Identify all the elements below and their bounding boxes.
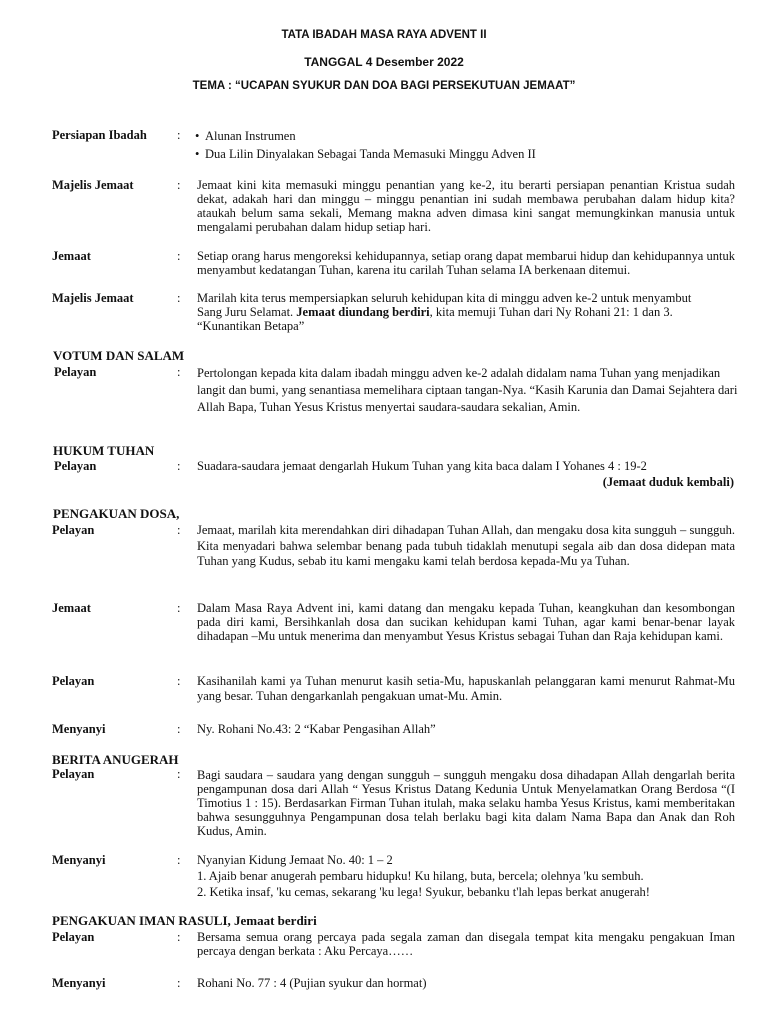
majelis-text: Jemaat kini kita memasuki minggu penantian yang ke-2, itu berarti persiapan penantian Kristua sudah dekat, adakah hari dan minggu – minggu penantian ini sudah membawa perubahan dalam hidup kita? ataukah belum sama sekali, Memang makna adven dimasa kini sangat memungkinkan manusia untuk mengalami perubahan dalam hidup setiap hari. <box>197 178 735 234</box>
pengakuan-jemaat-text: Dalam Masa Raya Advent ini, kami datang dan mengaku kepada Tuhan, keangkuhan dan kesombongan pada diri kami, Bersihkanlah dosa dan sucikan kehidupan kami Tuhan, agar kami benar-benar layak dihadapan –Mu untuk menerima dan menyambut Yesus Kristus sebagai Tuhan dan Raja kehidupan kami. <box>197 601 735 643</box>
menyanyi-label: Menyanyi <box>52 722 106 736</box>
colon: : <box>177 459 181 473</box>
iman-text: Bersama semua orang percaya pada segala zaman dan disegala tempat kita mengaku pengakuan Iman percaya dengan berkata : Aku Percaya…… <box>197 930 735 958</box>
colon: : <box>177 365 181 379</box>
colon: : <box>177 674 181 688</box>
colon: : <box>177 853 181 867</box>
section-pengakuan-iman: PENGAKUAN IMAN RASULI, Jemaat berdiri <box>52 913 317 928</box>
jemaat-label: Jemaat <box>52 249 91 263</box>
colon: : <box>177 291 181 305</box>
menyanyi-text: Rohani No. 77 : 4 (Pujian syukur dan hormat) <box>197 976 427 990</box>
menyanyi-label: Menyanyi <box>52 976 106 990</box>
jemaat-text: Setiap orang harus mengoreksi kehidupannya, setiap orang dapat membarui hidup dan kehidupannya untuk menyambut kedatangan Tuhan, karena itu carilah Tuhan selama IA berkenaan ditemui. <box>197 249 735 277</box>
colon: : <box>177 722 181 736</box>
pelayan-label: Pelayan <box>52 523 95 537</box>
menyanyi-text: Ny. Rohani No.43: 2 “Kabar Pengasihan Allah” <box>197 722 436 736</box>
colon: : <box>177 601 181 615</box>
berita-text: Bagi saudara – saudara yang dengan sungguh – sungguh mengaku dosa dihadapan Allah dengarlah berita pengampunan dosa dari Allah “ Yesus Kristus Datang Kedunia Untuk Menyelamatkan Orang Berdosa “(I Timotius 1 : 15). Berdasarkan Firman Tuhan itulah, maka selaku hamba Yesus Kristus, kami memberitakan bahwa sesungguhnya Pengampunan dosa telah berlaku bagi kita dalam Nama Bapa dan Anak dan Roh Kudus, Amin. <box>197 768 735 838</box>
votum-text: Pertolongan kepada kita dalam ibadah minggu adven ke-2 adalah didalam nama Tuhan yang menjadikan langit dan bumi, yang senantiasa memelihara ciptaan tangan-Nya. “Kasih Karunia dan Damai Sejahtera dari Allah Bapa, Tuhan Yesus Kristus menyertai saudara-saudara sekalian, Amin. <box>197 366 738 414</box>
menyanyi-label: Menyanyi <box>52 853 106 867</box>
jemaat-label: Jemaat <box>52 601 91 615</box>
hukum-text: Suadara-saudara jemaat dengarlah Hukum Tuhan yang kita baca dalam I Yohanes 4 : 19-2 <box>197 459 647 473</box>
song-verse-1: 1. Ajaib benar anugerah pembaru hidupku! Ku hilang, buta, bercela; olehnya 'ku sembuh. <box>197 869 644 883</box>
section-hukum: HUKUM TUHAN <box>53 443 155 458</box>
song-verse-2: 2. Ketika insaf, 'ku cemas, sekarang 'ku lega! Syukur, bebanku t'lah lepas berkat anugerah! <box>197 885 650 899</box>
pelayan-label: Pelayan <box>54 365 97 379</box>
colon: : <box>177 976 181 990</box>
colon: : <box>177 178 181 192</box>
persiapan-item-1: • Alunan Instrumen <box>195 129 296 144</box>
pelayan-label: Pelayan <box>52 767 95 781</box>
colon: : <box>177 249 181 263</box>
persiapan-item-2: • Dua Lilin Dinyalakan Sebagai Tanda Memasuki Minggu Adven II <box>195 147 536 162</box>
section-votum: VOTUM DAN SALAM <box>53 348 185 363</box>
majelis-label-2: Majelis Jemaat <box>52 291 134 305</box>
document-title: TATA IBADAH MASA RAYA ADVENT II <box>281 29 487 41</box>
instruction-bold: Jemaat diundang berdiri <box>296 305 430 319</box>
colon: : <box>177 128 181 142</box>
pelayan-label: Pelayan <box>52 930 95 944</box>
majelis-text-2: Marilah kita terus mempersiapkan seluruh kehidupan kita di minggu adven ke-2 untuk menyambut Sang Juru Selamat. Jemaat diundang berdiri, kita memuji Tuhan dari Ny Rohani 21: 1 dan 3. “Kunantikan Betapa” <box>197 291 692 333</box>
pelayan-label: Pelayan <box>52 674 95 688</box>
section-pengakuan-dosa: PENGAKUAN DOSA, <box>53 506 180 521</box>
section-berita-anugerah: BERITA ANUGERAH <box>52 752 179 767</box>
colon: : <box>177 930 181 944</box>
document-date: TANGGAL 4 Desember 2022 <box>304 55 464 69</box>
instruction-note: (Jemaat duduk kembali) <box>602 475 734 489</box>
pengakuan-pelayan-text: Jemaat, marilah kita merendahkan diri dihadapan Tuhan Allah, dan mengaku dosa kita sungguh – sungguh. Kita menyadari bahwa selembar benang pada tubuh tidaklah menutupi segala aib dan dosa didepan mata Tuhan yang Kudus, sebab itu kami mengaku kami telah berdosa kepada-Mu ya Tuhan. <box>197 523 735 568</box>
colon: : <box>177 767 181 781</box>
colon: : <box>177 523 181 537</box>
menyanyi-text: Nyanyian Kidung Jemaat No. 40: 1 – 2 <box>197 853 393 867</box>
document-theme: TEMA : “UCAPAN SYUKUR DAN DOA BAGI PERSEKUTUAN JEMAAT” <box>192 80 576 92</box>
pelayan-label: Pelayan <box>54 459 97 473</box>
pengakuan-pelayan2-text: Kasihanilah kami ya Tuhan menurut kasih setia-Mu, hapuskanlah pelanggaran kami menurut Rahmat-Mu yang besar. Tuhan dengarkanlah pengakuan umat-Mu. Amin. <box>197 674 735 703</box>
persiapan-label: Persiapan Ibadah <box>52 128 147 142</box>
majelis-label: Majelis Jemaat <box>52 178 134 192</box>
